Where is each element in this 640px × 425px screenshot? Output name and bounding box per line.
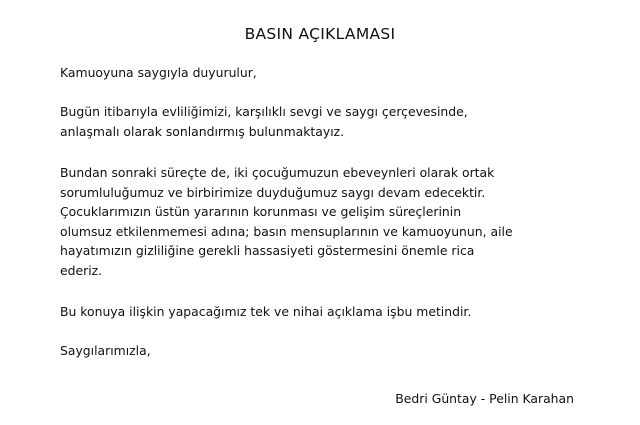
greeting bbox=[60, 63, 600, 83]
paragraph-line: Çocuklarımızın üstün yararının korunması ve gelişim süreçlerinin bbox=[60, 204, 462, 219]
greeting-line: Kamuoyuna saygıyla duyurulur, bbox=[60, 65, 257, 80]
paragraph-1 bbox=[60, 102, 600, 141]
paragraph-3 bbox=[60, 302, 600, 322]
document-title: BASIN AÇIKLAMASI bbox=[244, 25, 396, 43]
paragraph-line: Bugün itibarıyla evliliğimizi, karşılıklı sevgi ve saygı çerçevesinde, bbox=[60, 104, 468, 119]
paragraph-line: olumsuz etkilenmemesi adına; basın mensuplarının ve kamuoyunun, aile bbox=[60, 223, 513, 239]
paragraph-line: sorumluluğumuz ve birbirimize duyduğumuz saygı devam edecektir. bbox=[60, 184, 486, 200]
paragraph-line: hayatımızın gizliliğine gerekli hassasiyeti göstermesini önemle rica bbox=[60, 243, 475, 258]
paragraph-line: Bu konuya ilişkin yapacağımız tek ve nihai açıklama işbu metindir. bbox=[60, 304, 472, 319]
closing bbox=[60, 341, 600, 361]
paragraph-line: Bundan sonraki süreçte de, iki çocuğumuzun ebeveynleri olarak ortak bbox=[60, 165, 495, 180]
paragraph-line: ederiz. bbox=[60, 262, 103, 278]
signature: Bedri Güntay - Pelin Karahan bbox=[395, 391, 574, 406]
paragraph-line: anlaşmalı olarak sonlandırmış bulunmaktayız. bbox=[60, 123, 345, 139]
paragraph-2 bbox=[60, 163, 600, 280]
closing-line: Saygılarımızla, bbox=[60, 343, 151, 358]
